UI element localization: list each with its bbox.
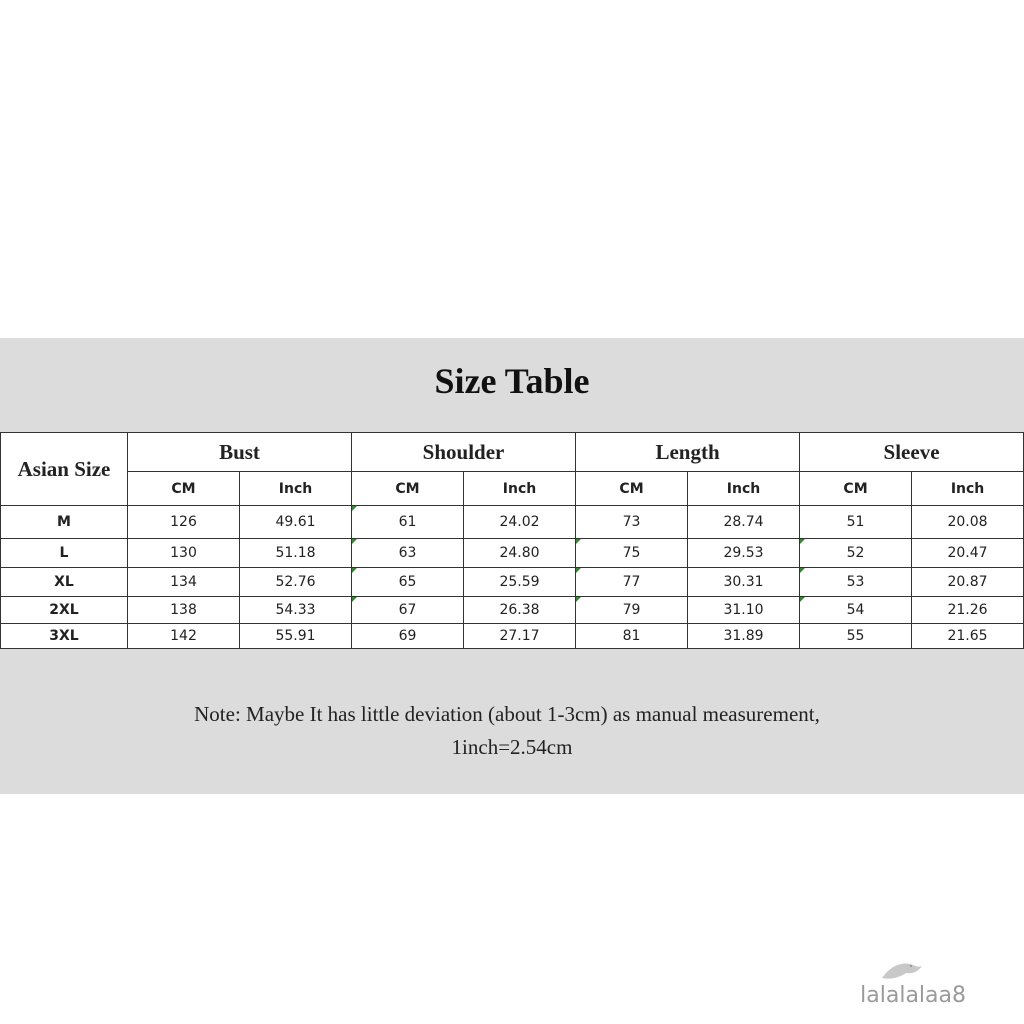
- unit-header-row: [1, 472, 1024, 506]
- unit-header-cell: Inch: [688, 472, 800, 506]
- table-cell: 21.26: [912, 597, 1024, 624]
- cell-value: 63: [398, 545, 417, 561]
- note-line-2: 1inch=2.54cm: [451, 735, 573, 759]
- table-cell: [352, 506, 464, 539]
- cell-value: 77: [622, 574, 641, 590]
- unit-header-cell: Inch: [912, 472, 1024, 506]
- table-row: [1, 624, 1024, 649]
- note-line-1: Note: Maybe It has little deviation (about 1-3cm) as manual measurement,: [194, 702, 820, 726]
- table-cell: 51.18: [240, 539, 352, 568]
- table-cell: 31.10: [688, 597, 800, 624]
- bird-logo-icon: [880, 958, 924, 984]
- bust-header: Bust: [128, 433, 352, 472]
- cell-marker: [576, 539, 581, 544]
- unit-header-cell: CM: [800, 472, 912, 506]
- cell-value: 61: [398, 514, 417, 530]
- cell-value: 53: [846, 574, 865, 590]
- table-cell: 69: [352, 624, 464, 649]
- table-cell: 31.89: [688, 624, 800, 649]
- cell-marker: [576, 597, 581, 602]
- cell-value: 52: [846, 545, 865, 561]
- unit-header-cell: Inch: [240, 472, 352, 506]
- table-cell: 20.08: [912, 506, 1024, 539]
- length-header: Length: [576, 433, 800, 472]
- size-label: XL: [1, 568, 128, 597]
- cell-marker: [800, 539, 805, 544]
- page-title: Size Table: [434, 361, 590, 401]
- size-label: 3XL: [1, 624, 128, 649]
- unit-header-cell: CM: [576, 472, 688, 506]
- table-cell: 54.33: [240, 597, 352, 624]
- cell-value: 65: [398, 574, 417, 590]
- table-cell: 26.38: [464, 597, 576, 624]
- table-cell: 20.87: [912, 568, 1024, 597]
- cell-marker: [576, 568, 581, 573]
- watermark-text: lalalalaa8: [860, 983, 966, 1008]
- cell-marker: [352, 539, 357, 544]
- table-cell: 142: [128, 624, 240, 649]
- unit-header-cell: CM: [352, 472, 464, 506]
- cell-marker: [352, 597, 357, 602]
- unit-header-cell: CM: [128, 472, 240, 506]
- table-cell: 134: [128, 568, 240, 597]
- table-cell: [352, 597, 464, 624]
- table-cell: 138: [128, 597, 240, 624]
- unit-header-cell: Inch: [464, 472, 576, 506]
- table-cell: 126: [128, 506, 240, 539]
- cell-value: 75: [622, 545, 641, 561]
- cell-value: 79: [622, 602, 641, 618]
- table-cell: 28.74: [688, 506, 800, 539]
- table-cell: [576, 568, 688, 597]
- cell-marker: [352, 568, 357, 573]
- asian-size-header: Asian Size: [1, 433, 128, 506]
- table-cell: [576, 597, 688, 624]
- measurement-note: [0, 698, 1024, 764]
- table-row: [1, 539, 1024, 568]
- table-cell: 130: [128, 539, 240, 568]
- table-cell: [800, 568, 912, 597]
- table-cell: 73: [576, 506, 688, 539]
- table-cell: 20.47: [912, 539, 1024, 568]
- table-row: [1, 506, 1024, 539]
- table-cell: 55: [800, 624, 912, 649]
- table-cell: 21.65: [912, 624, 1024, 649]
- table-cell: 30.31: [688, 568, 800, 597]
- table-cell: 81: [576, 624, 688, 649]
- table-cell: [800, 539, 912, 568]
- table-cell: 52.76: [240, 568, 352, 597]
- table-cell: 49.61: [240, 506, 352, 539]
- table-cell: [800, 597, 912, 624]
- table-cell: [576, 539, 688, 568]
- group-header-row: [1, 433, 1024, 472]
- size-table: [0, 432, 1024, 649]
- shoulder-header: Shoulder: [352, 433, 576, 472]
- table-cell: 24.02: [464, 506, 576, 539]
- size-label: L: [1, 539, 128, 568]
- size-label: 2XL: [1, 597, 128, 624]
- table-cell: 29.53: [688, 539, 800, 568]
- sleeve-header: Sleeve: [800, 433, 1024, 472]
- table-cell: 55.91: [240, 624, 352, 649]
- cell-marker: [352, 506, 357, 511]
- size-label: M: [1, 506, 128, 539]
- cell-value: 54: [846, 602, 865, 618]
- table-row: [1, 597, 1024, 624]
- cell-marker: [800, 597, 805, 602]
- table-cell: 24.80: [464, 539, 576, 568]
- table-cell: [352, 568, 464, 597]
- table-row: [1, 568, 1024, 597]
- table-cell: 25.59: [464, 568, 576, 597]
- table-cell: 51: [800, 506, 912, 539]
- table-cell: [352, 539, 464, 568]
- table-cell: 27.17: [464, 624, 576, 649]
- cell-value: 67: [398, 602, 417, 618]
- cell-marker: [800, 568, 805, 573]
